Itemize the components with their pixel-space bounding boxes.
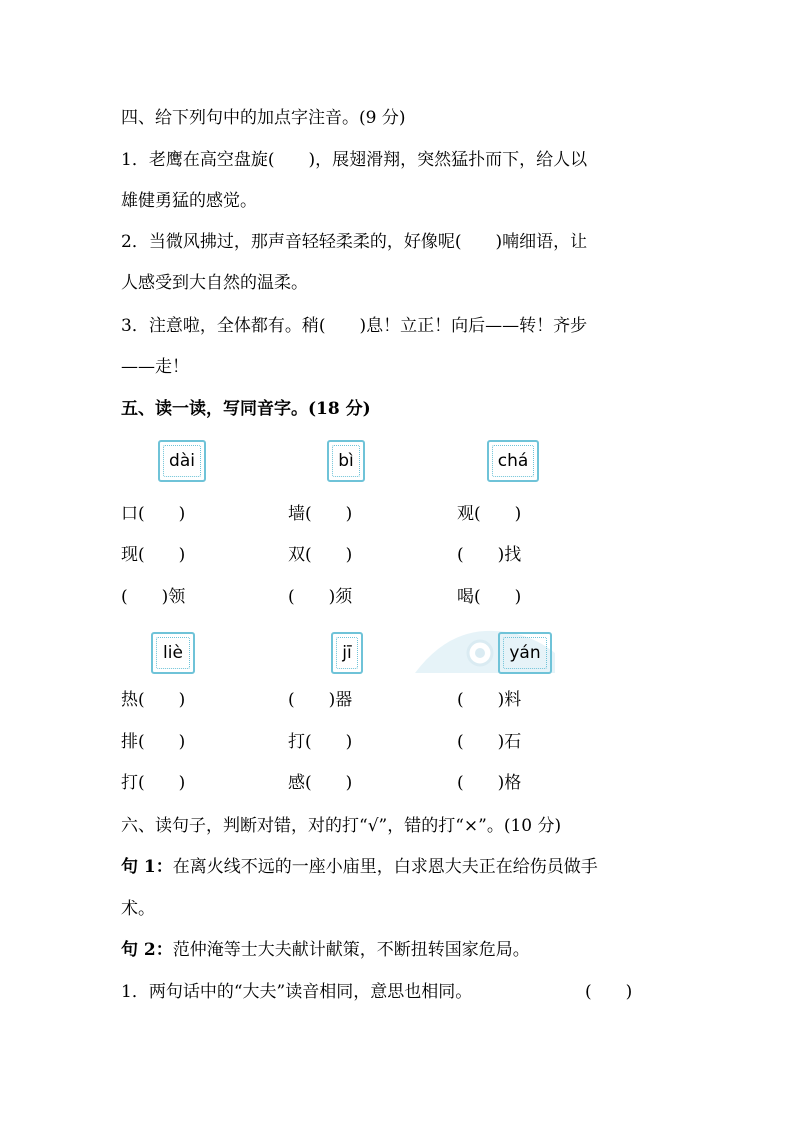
sentence2-label: 句 2：: [121, 940, 173, 960]
g1-r2-c3: ( )找: [457, 545, 522, 565]
section6-title: 六、读句子，判断对错，对的打“√”，错的打“×”。(10 分): [121, 816, 562, 836]
g2-r1-c2: ( )器: [288, 690, 353, 710]
s4-item2-line1: 2．当微风拂过，那声音轻轻柔柔的，好像呢( )喃细语，让: [121, 232, 588, 252]
g1-r2-c2: 双( ): [288, 545, 353, 565]
pinyin-box-ji: [331, 632, 363, 674]
question1-answer-bracket[interactable]: ( ): [585, 982, 633, 1002]
pinyin-label: liè: [163, 643, 183, 663]
sentence1-text: 在离火线不远的一座小庙里，白求恩大夫正在给伤员做手: [172, 857, 598, 877]
g1-r1-c2: 墙( ): [288, 504, 353, 524]
s4-item2-line2: 人感受到大自然的温柔。: [121, 273, 308, 293]
question1-text: 1．两句话中的“大夫”读音相同，意思也相同。: [121, 982, 473, 1002]
g1-r1-c1: 口( ): [121, 504, 186, 524]
pinyin-box-lie: [151, 632, 195, 674]
section5-title: 五、读一读，写同音字。(18 分): [121, 399, 371, 419]
sentence2-text: 范仲淹等士大夫献计献策，不断扭转国家危局。: [172, 940, 530, 960]
g2-r3-c2: 感( ): [288, 773, 353, 793]
pinyin-label: jī: [342, 643, 352, 663]
g2-r3-c1: 打( ): [121, 773, 186, 793]
g2-r2-c2: 打( ): [288, 732, 353, 752]
sentence1-label: 句 1：: [121, 857, 173, 877]
g1-r3-c2: ( )须: [288, 587, 353, 607]
pinyin-label: dài: [169, 451, 195, 471]
s4-item3-line2: ——走！: [121, 357, 189, 377]
g1-r2-c1: 现( ): [121, 545, 186, 565]
s4-item1-line1: 1．老鹰在高空盘旋( )，展翅滑翔，突然猛扑而下，给人以: [121, 150, 588, 170]
s4-item1-line2: 雄健勇猛的感觉。: [121, 191, 257, 211]
pinyin-label: bì: [338, 451, 354, 471]
sentence1-line2: 术。: [121, 899, 155, 919]
pinyin-label: chá: [497, 451, 529, 471]
g2-r2-c1: 排( ): [121, 732, 186, 752]
section4-title: 四、给下列句中的加点字注音。(9 分): [121, 108, 406, 128]
pinyin-label: yán: [509, 643, 541, 663]
g1-r3-c1: ( )领: [121, 587, 186, 607]
g2-r3-c3: ( )格: [457, 773, 522, 793]
g2-r1-c1: 热( ): [121, 690, 186, 710]
pinyin-box-dai: [158, 440, 206, 482]
s4-item3-line1: 3．注意啦，全体都有。稍( )息！立正！向后——转！齐步: [121, 316, 588, 336]
g2-r2-c3: ( )石: [457, 732, 522, 752]
g2-r1-c3: ( )料: [457, 690, 522, 710]
pinyin-box-yan: [498, 632, 552, 674]
sentence1-line1: [121, 856, 598, 878]
g1-r3-c3: 喝( ): [457, 587, 522, 607]
g1-r1-c3: 观( ): [457, 504, 522, 524]
pinyin-box-cha: [487, 440, 539, 482]
pinyin-box-bi: [327, 440, 365, 482]
sentence2-line: [121, 939, 530, 961]
